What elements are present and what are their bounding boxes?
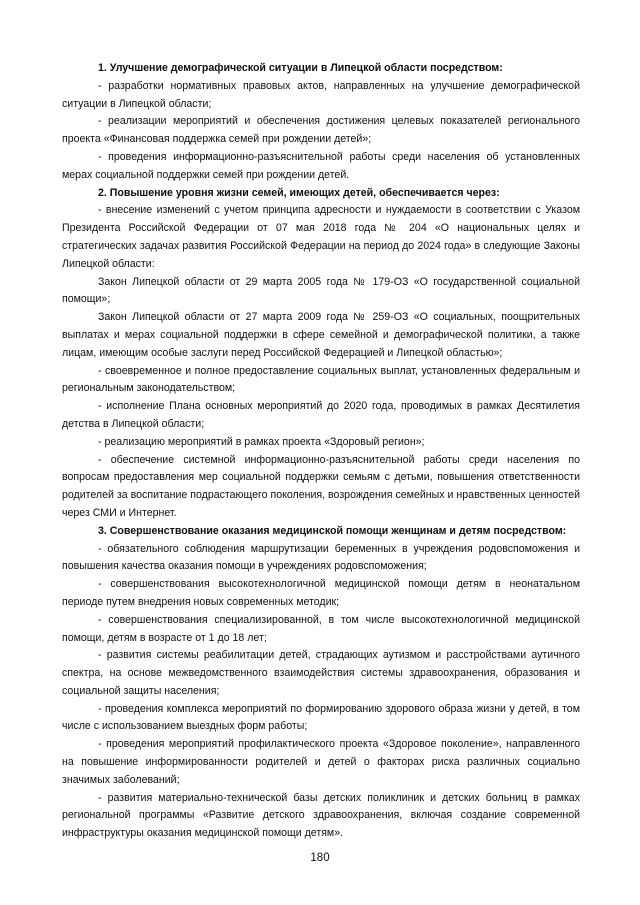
paragraph: - своевременное и полное предоставление социальных выплат, установленных федеральным и региональным законодательством; (62, 364, 580, 395)
paragraph: - реализации мероприятий и обеспечения достижения целевых показателей регионального проекта «Финансовая поддержка семей при рождении детей»; (62, 115, 580, 146)
paragraph: - развития системы реабилитации детей, страдающих аутизмом и расстройствами аутичного спектра, на основе межведомственного взаимодействия системы здравоохранения, образования и социальной защиты населения; (62, 649, 580, 697)
paragraph: - совершенствования специализированной, в том числе высокотехнологичной медицинской помощи, детям в возрасте от 1 до 18 лет; (62, 613, 580, 644)
page-number: 180 (310, 852, 330, 864)
paragraph: - обязательного соблюдения маршрутизации беременных в учреждения родовспоможения и повышения качества оказания помощи в учреждениях родовспоможения; (62, 542, 580, 573)
paragraph: - внесение изменений с учетом принципа адресности и нуждаемости в соответствии с Указом Президента Российской Федерации от 07 мая 2018 года № 204 «О национальных целях и стратегических задачах развития Российской Федерации на период до 2024 года» в следующие Законы Липецкой области: (62, 204, 580, 270)
section-heading: 1. Улучшение демографической ситуации в Липецкой области посредством: (98, 62, 503, 74)
paragraph: - исполнение Плана основных мероприятий до 2020 года, проводимых в рамках Десятилетия детства в Липецкой области; (62, 400, 580, 430)
section-heading: 3. Совершенствование оказания медицинской помощи женщинам и детям посредством: (98, 524, 567, 537)
paragraph: - реализацию мероприятий в рамках проекта «Здоровый регион»; (98, 435, 425, 448)
paragraph: - разработки нормативных правовых актов, направленных на улучшение демографической ситуации в Липецкой области; (62, 79, 580, 110)
paragraph: - проведения информационно-разъяснительной работы среди населения об установленных мерах социальной поддержки семей при рождении детей. (62, 150, 580, 181)
paragraph: Закон Липецкой области от 29 марта 2005 года № 179-ОЗ «О государственной социальной помощи»; (62, 275, 580, 306)
paragraph: - проведения комплекса мероприятий по формированию здорового образа жизни у детей, в том числе с использованием выездных форм работы; (62, 702, 580, 733)
paragraph: - проведения мероприятий профилактического проекта «Здоровое поколение», направленного на повышение информированности родителей и детей о факторах риска различных социально значимых заболеваний; (62, 738, 580, 786)
paragraph: - обеспечение системной информационно-разъяснительной работы среди населения по вопросам предоставления мер социальной поддержки семьям с детьми, повышения ответственности родителей за воспитание подрастающего поколения, возрождения семейных и нравственных ценностей через СМИ и Интернет. (62, 453, 580, 519)
paragraph: - развития материально-технической базы детских поликлиник и детских больниц в рамках региональной программы «Развитие детского здравоохранения, включая создание современной инфраструктуры оказания медицинской помощи детям». (62, 791, 580, 840)
paragraph: Закон Липецкой области от 27 марта 2009 года № 259-ОЗ «О социальных, поощрительных выплатах и мерах социальной поддержки в сфере семейной и демографической политики, а также лицам, имеющим особые заслуги перед Российской Федерацией и Липецкой областью»; (62, 311, 580, 359)
section-heading: 2. Повышение уровня жизни семей, имеющих детей, обеспечивается через: (98, 186, 500, 199)
document-body (62, 60, 580, 843)
paragraph: - совершенствования высокотехнологичной медицинской помощи детям в неонатальном периоде путем внедрения новых современных методик; (62, 578, 580, 608)
